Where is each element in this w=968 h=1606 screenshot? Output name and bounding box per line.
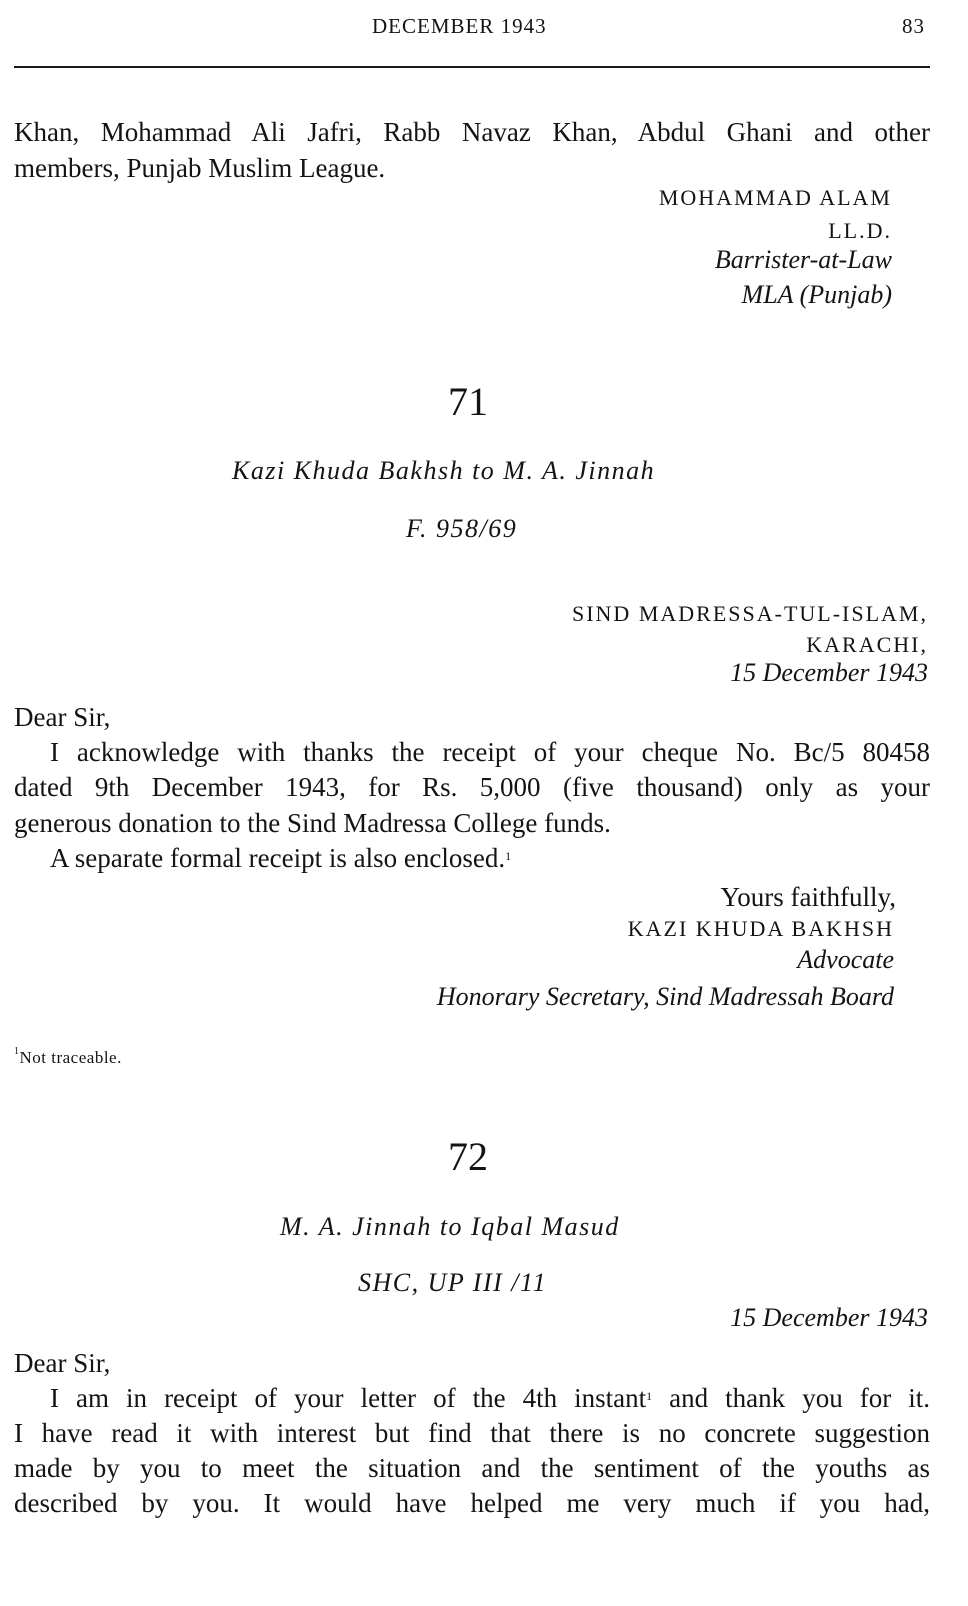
body-line: dated 9th December 1943, for Rs. 5,000 (five thousand) only as your	[14, 772, 930, 802]
signatory-name: MOHAMMAD ALAM	[658, 185, 892, 210]
letter-date: 15 December 1943	[730, 1303, 928, 1332]
body-line: I have read it with interest but find that there is no concrete suggestion	[14, 1418, 930, 1448]
document-number: 72	[448, 1134, 488, 1179]
body-line: I am in receipt of your letter of the 4th instant$^1$ and thank you for it.	[50, 1383, 930, 1413]
body-line: A separate formal receipt is also enclosed.$^1$	[50, 843, 512, 873]
signatory-title: Honorary Secretary, Sind Madressah Board	[436, 982, 894, 1011]
footnote-number: 1	[14, 1046, 20, 1057]
footnote: $^1$Not traceable.	[14, 1046, 122, 1067]
page-number: 83	[902, 14, 925, 38]
signatory-degree: LL.D.	[828, 218, 892, 243]
sender-address: KARACHI,	[806, 632, 928, 657]
letter-date: 15 December 1943	[730, 658, 928, 687]
document-heading: Kazi Khuda Bakhsh to M. A. Jinnah	[232, 456, 656, 485]
document-number: 71	[448, 379, 488, 424]
body-line: Khan, Mohammad Ali Jafri, Rabb Navaz Khan, Abdul Ghani and other	[14, 117, 930, 147]
signatory-title: MLA (Punjab)	[741, 280, 892, 309]
sender-address: SIND MADRESSA-TUL-ISLAM,	[571, 601, 928, 626]
signatory-title: Barrister-at-Law	[714, 245, 892, 274]
header-rule	[14, 66, 930, 68]
document-reference: SHC, UP III /11	[358, 1268, 548, 1297]
body-line: I acknowledge with thanks the receipt of your cheque No. Bc/5 80458	[50, 737, 930, 767]
closing: Yours faithfully,	[720, 882, 896, 912]
body-line: made by you to meet the situation and the sentiment of the youths as	[14, 1453, 930, 1483]
running-head: DECEMBER 1943	[372, 14, 547, 38]
footnote-marker: 1	[505, 849, 512, 863]
signatory-name: KAZI KHUDA BAKHSH	[627, 916, 894, 941]
salutation: Dear Sir,	[14, 702, 111, 732]
body-line: generous donation to the Sind Madressa College funds.	[14, 808, 611, 838]
document-reference: F. 958/69	[406, 514, 518, 543]
body-line: described by you. It would have helped me very much if you had,	[14, 1488, 930, 1518]
signatory-title: Advocate	[797, 945, 894, 974]
document-heading: M. A. Jinnah to Iqbal Masud	[280, 1212, 620, 1241]
body-line: members, Punjab Muslim League.	[14, 153, 386, 183]
footnote-marker: 1	[646, 1389, 653, 1403]
salutation: Dear Sir,	[14, 1348, 111, 1378]
